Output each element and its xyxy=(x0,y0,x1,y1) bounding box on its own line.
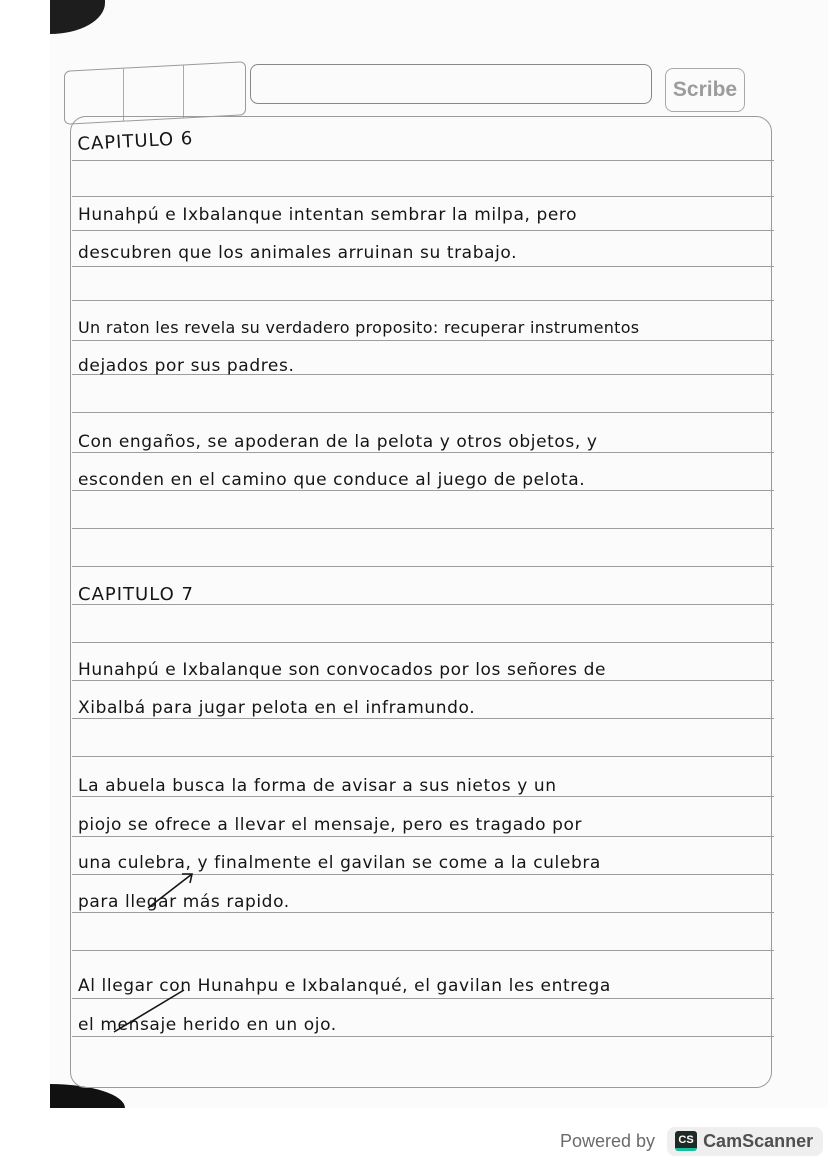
camscanner-logo-icon: CS xyxy=(675,1131,697,1151)
date-box-divider xyxy=(183,65,184,117)
handwritten-line: Un raton les revela su verdadero proposito: recuperar instrumentos xyxy=(78,318,640,337)
powered-by-label: Powered by xyxy=(560,1130,656,1151)
rule-line xyxy=(72,266,774,267)
rule-line xyxy=(72,196,774,197)
handwritten-line: Hunahpú e Ixbalanque son convocados por los señores de xyxy=(78,660,607,680)
rule-line xyxy=(72,340,774,341)
camscanner-brand: CamScanner xyxy=(703,1130,814,1151)
handwritten-line: Xibalbá para jugar pelota en el inframundo. xyxy=(78,698,476,718)
handwritten-line: esconden en el camino que conduce al juego de pelota. xyxy=(78,470,586,490)
chapter-7-heading: CAPITULO 7 xyxy=(78,584,194,605)
handwritten-line: Con engaños, se apoderan de la pelota y otros objetos, y xyxy=(78,432,598,452)
handwritten-line: Hunahpú e Ixbalanque intentan sembrar la milpa, pero xyxy=(78,205,578,225)
rule-line xyxy=(72,412,774,413)
rule-line xyxy=(72,836,774,837)
handwritten-line: Al llegar con Hunahpu e Ixbalanqué, el gavilan les entrega xyxy=(78,976,611,996)
handwritten-line: piojo se ofrece a llevar el mensaje, pero es tragado por xyxy=(78,815,583,835)
rule-line xyxy=(72,950,774,951)
rule-line xyxy=(72,528,774,529)
rule-line xyxy=(72,452,774,453)
handwritten-line: La abuela busca la forma de avisar a sus nietos y un xyxy=(78,776,557,796)
rule-line xyxy=(72,912,774,913)
scanner-watermark xyxy=(560,1123,823,1159)
rule-line xyxy=(72,490,774,491)
paper-brand-logo: Scribe xyxy=(665,68,745,112)
rule-line xyxy=(72,642,774,643)
rule-line xyxy=(72,160,774,161)
handwritten-line: una culebra, y finalmente el gavilan se come a la culebra xyxy=(78,853,601,873)
rule-line xyxy=(72,230,774,231)
handwritten-line: el mensaje herido en un ojo. xyxy=(78,1015,337,1035)
insertion-arrow-icon xyxy=(140,868,200,912)
handwritten-line: dejados por sus padres. xyxy=(78,356,295,376)
handwritten-line: descubren que los animales arruinan su trabajo. xyxy=(78,243,518,263)
rule-line xyxy=(72,796,774,797)
title-box xyxy=(250,64,652,104)
insertion-stroke-icon xyxy=(104,986,190,1036)
date-box-divider xyxy=(123,69,124,121)
rule-line xyxy=(72,1036,774,1037)
handwritten-line: para llegar más rapido. xyxy=(78,892,290,912)
rule-line xyxy=(72,680,774,681)
rule-line xyxy=(72,756,774,757)
chapter-6-heading: CAPITULO 6 xyxy=(76,127,194,155)
camscanner-badge xyxy=(667,1127,823,1156)
rule-line xyxy=(72,718,774,719)
rule-line xyxy=(72,300,774,301)
rule-line xyxy=(72,566,774,567)
